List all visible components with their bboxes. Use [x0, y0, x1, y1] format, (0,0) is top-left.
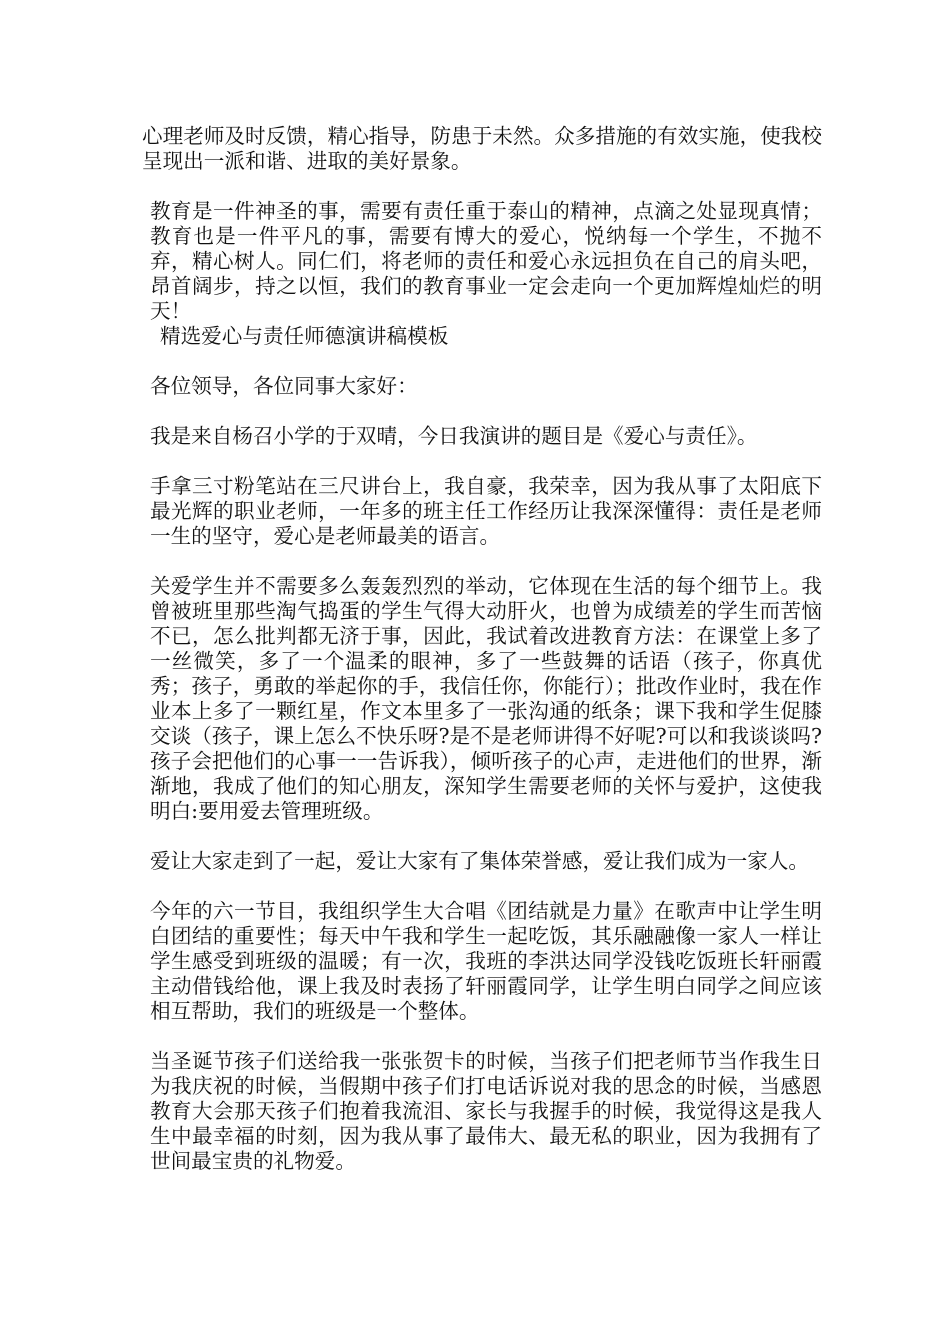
paragraph-self-intro: 我是来自杨召小学的于双晴，今日我演讲的题目是《爱心与责任》。: [150, 424, 758, 448]
section-title: 精选爱心与责任师德演讲稿模板: [160, 324, 449, 348]
paragraph-education: 教育是一件神圣的事，需要有责任重于泰山的精神，点滴之处显现真情；教育也是一件平凡的事，需要有博大的爱心，悦纳每一个学生，不抛不弃，精心树人。同仁们，将老师的责任和爱心永远担负在自己的肩头吧，昂首阔步，持之以恒，我们的教育事业一定会走向一个更加辉煌灿烂的明天！: [150, 199, 822, 323]
paragraph-childrens-day: 今年的六一节目，我组织学生大合唱《团结就是力量》在歌声中让学生明白团结的重要性；每天中午我和学生一起吃饭，其乐融融像一家人一样让学生感受到班级的温暖；有一次，我班的李洪达同学没钱吃饭班长轩丽霞主动借钱给他，课上我及时表扬了轩丽霞同学，让学生明白同学之间应该相互帮助，我们的班级是一个整体。: [150, 899, 822, 1023]
paragraph-care: 关爱学生并不需要多么轰轰烈烈的举动，它体现在生活的每个细节上。我曾被班里那些淘气捣蛋的学生气得大动肝火，也曾为成绩差的学生而苦恼不已，怎么批判都无济于事，因此，我试着改进教育方法：在课堂上多了一丝微笑，多了一个温柔的眼神，多了一些鼓舞的话语（孩子，你真优秀；孩子，勇敢的举起你的手，我信任你，你能行）；批改作业时，我在作业本上多了一颗红星，作文本里多了一张沟通的纸条；课下我和学生促膝交谈（孩子，课上怎么不快乐呀?是不是老师讲得不好呢?可以和我谈谈吗?孩子会把他们的心事一一告诉我），倾听孩子的心声，走进他们的世界，渐渐地，我成了他们的知心朋友，深知学生需要老师的关怀与爱护，这使我明白:要用爱去管理班级。: [150, 574, 822, 823]
paragraph-love-together: 爱让大家走到了一起，爱让大家有了集体荣誉感，爱让我们成为一家人。: [150, 849, 809, 873]
paragraph-happiness: 当圣诞节孩子们送给我一张张贺卡的时候，当孩子们把老师节当作我生日为我庆祝的时候，当假期中孩子们打电话诉说对我的思念的时候，当感恩教育大会那天孩子们抱着我流泪、家长与我握手的时候，我觉得这是我人生中最幸福的时刻，因为我从事了最伟大、最无私的职业，因为我拥有了世间最宝贵的礼物爱。: [150, 1049, 822, 1173]
salutation: 各位领导，各位同事大家好：: [150, 374, 418, 398]
paragraph-intro: 心理老师及时反馈，精心指导，防患于未然。众多措施的有效实施，使我校呈现出一派和谐、进取的美好景象。: [142, 124, 822, 173]
document-page: [142, 124, 822, 1174]
paragraph-chalk: 手拿三寸粉笔站在三尺讲台上，我自豪，我荣幸，因为我从事了太阳底下最光辉的职业老师，一年多的班主任工作经历让我深深懂得：责任是老师一生的坚守，爱心是老师最美的语言。: [150, 474, 822, 548]
